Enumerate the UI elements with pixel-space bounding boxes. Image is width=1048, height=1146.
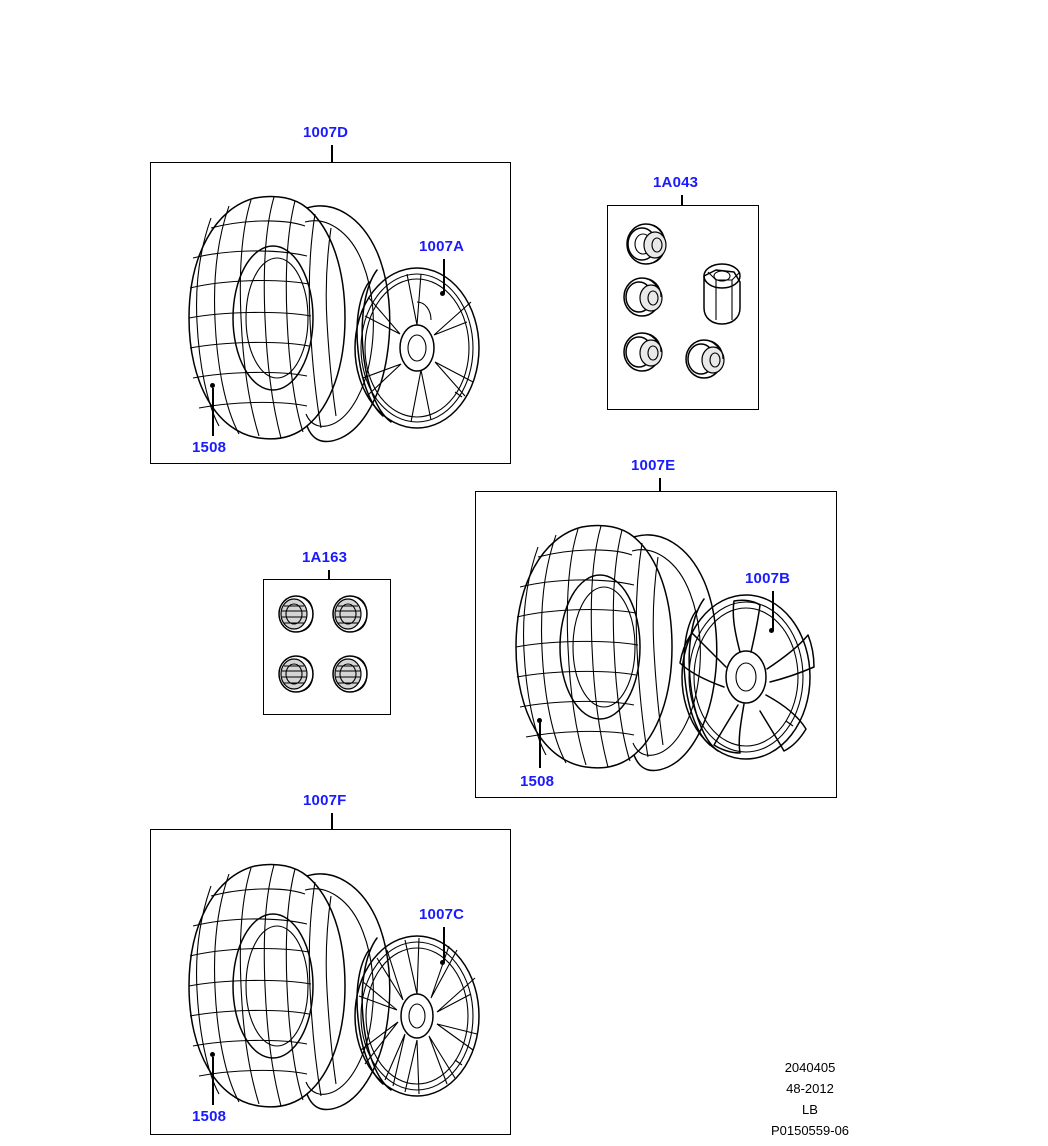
group-label-1007f: 1007F (303, 792, 347, 809)
leader-line-1007a (443, 259, 445, 294)
leader-line-1508-c (212, 1057, 214, 1105)
footer-model-code: LB (802, 1102, 818, 1117)
footer-part-number: 2040405 (784, 1060, 836, 1075)
leader-line-1007b (772, 591, 774, 631)
callout-label-1508-c: 1508 (192, 1108, 227, 1125)
leader-line-1508-b (539, 722, 541, 768)
callout-label-1508-a: 1508 (192, 439, 227, 456)
callout-label-1007b: 1007B (745, 570, 791, 587)
leader-dot-1007c (440, 960, 445, 965)
footer-drawing-id: P0150559-06 (770, 1123, 850, 1138)
tyre-wheel-assembly-1007f (155, 838, 507, 1130)
tyre-wheel-assembly-1007e (482, 499, 834, 791)
tyre-wheel-assembly-1007d (155, 170, 507, 460)
group-label-1a163: 1A163 (302, 549, 348, 566)
leader-line-1007f (331, 813, 333, 829)
valve-caps-1a163 (270, 586, 386, 708)
wheel-nuts-1a043 (612, 212, 754, 404)
leader-dot-1007b (769, 628, 774, 633)
leader-line-1508-a (212, 388, 214, 436)
leader-line-1a163 (328, 570, 330, 579)
callout-label-1508-b: 1508 (520, 773, 555, 790)
leader-line-1007e (659, 478, 661, 492)
callout-label-1007c: 1007C (419, 906, 465, 923)
group-label-1007d: 1007D (303, 124, 349, 141)
group-label-1007e: 1007E (631, 457, 676, 474)
leader-line-1007d (331, 145, 333, 163)
leader-line-1007c (443, 927, 445, 963)
footer-date: 48-2012 (786, 1081, 834, 1096)
callout-label-1007a: 1007A (419, 238, 465, 255)
group-label-1a043: 1A043 (653, 174, 699, 191)
leader-line-1a043 (681, 195, 683, 205)
leader-dot-1007a (440, 291, 445, 296)
